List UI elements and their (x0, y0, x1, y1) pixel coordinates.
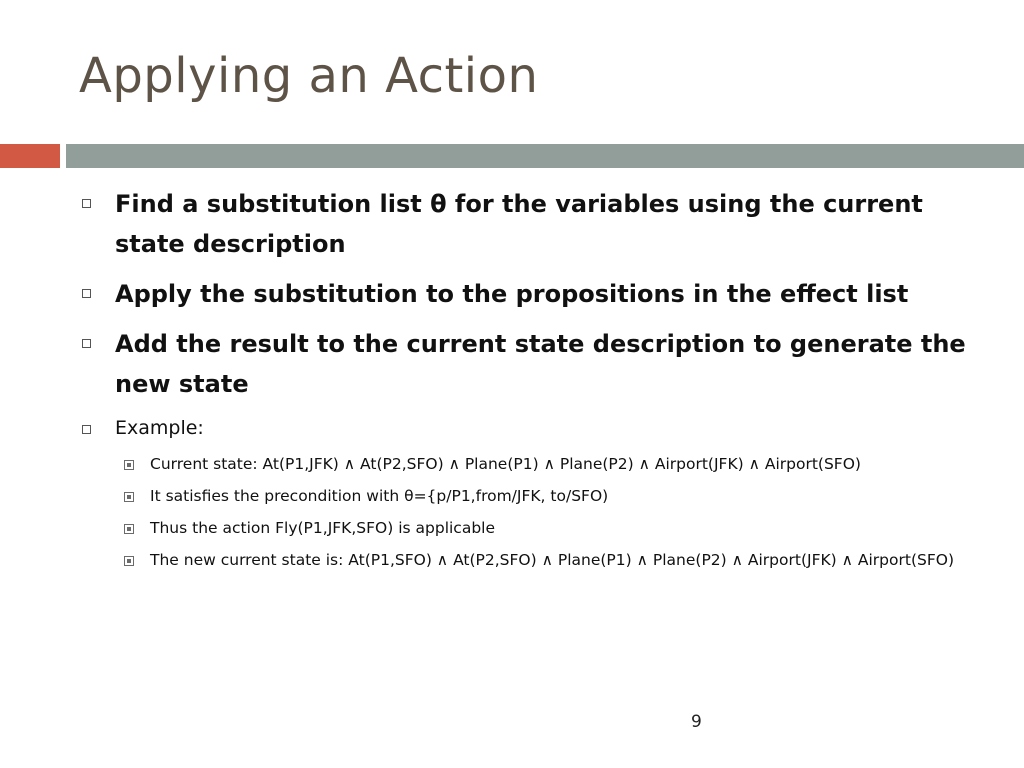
filled-square-bullet-icon (124, 460, 134, 470)
accent-bar (0, 144, 60, 168)
filled-square-bullet-icon (124, 556, 134, 566)
sub-bullet-text: Current state: At(P1,JFK) ∧ At(P2,SFO) ∧ Plane(P1) ∧ Plane(P2) ∧ Airport(JFK) ∧ Airport(SFO) (150, 455, 861, 473)
bullet-item (80, 184, 980, 264)
sub-bullet-list (80, 453, 980, 572)
title-divider-bar (66, 144, 1024, 168)
sub-bullet-item (80, 517, 980, 540)
square-bullet-icon (82, 289, 91, 298)
sub-bullet-item (80, 549, 980, 572)
bullet-item (80, 412, 980, 444)
square-bullet-icon (82, 425, 91, 434)
square-bullet-icon (82, 339, 91, 348)
bullet-text: Add the result to the current state description to generate the new state (115, 330, 966, 398)
bullet-text: Find a substitution list θ for the variables using the current state description (115, 190, 923, 258)
page-number: 9 (691, 712, 702, 732)
square-bullet-icon (82, 199, 91, 208)
sub-bullet-text: It satisfies the precondition with θ={p/P1,from/JFK, to/SFO) (150, 487, 609, 505)
slide-content (80, 184, 980, 572)
sub-bullet-item (80, 485, 980, 508)
sub-bullet-text: Thus the action Fly(P1,JFK,SFO) is applicable (150, 519, 496, 537)
bullet-text: Example: (115, 417, 204, 439)
slide-title: Applying an Action (79, 48, 539, 104)
filled-square-bullet-icon (124, 492, 134, 502)
sub-bullet-item (80, 453, 980, 476)
sub-bullet-text: The new current state is: At(P1,SFO) ∧ At(P2,SFO) ∧ Plane(P1) ∧ Plane(P2) ∧ Airport(JFK) ∧ Airport(SFO) (150, 551, 954, 569)
bullet-item (80, 324, 980, 404)
bullet-text: Apply the substitution to the propositions in the effect list (115, 280, 909, 308)
bullet-item (80, 274, 980, 314)
filled-square-bullet-icon (124, 524, 134, 534)
